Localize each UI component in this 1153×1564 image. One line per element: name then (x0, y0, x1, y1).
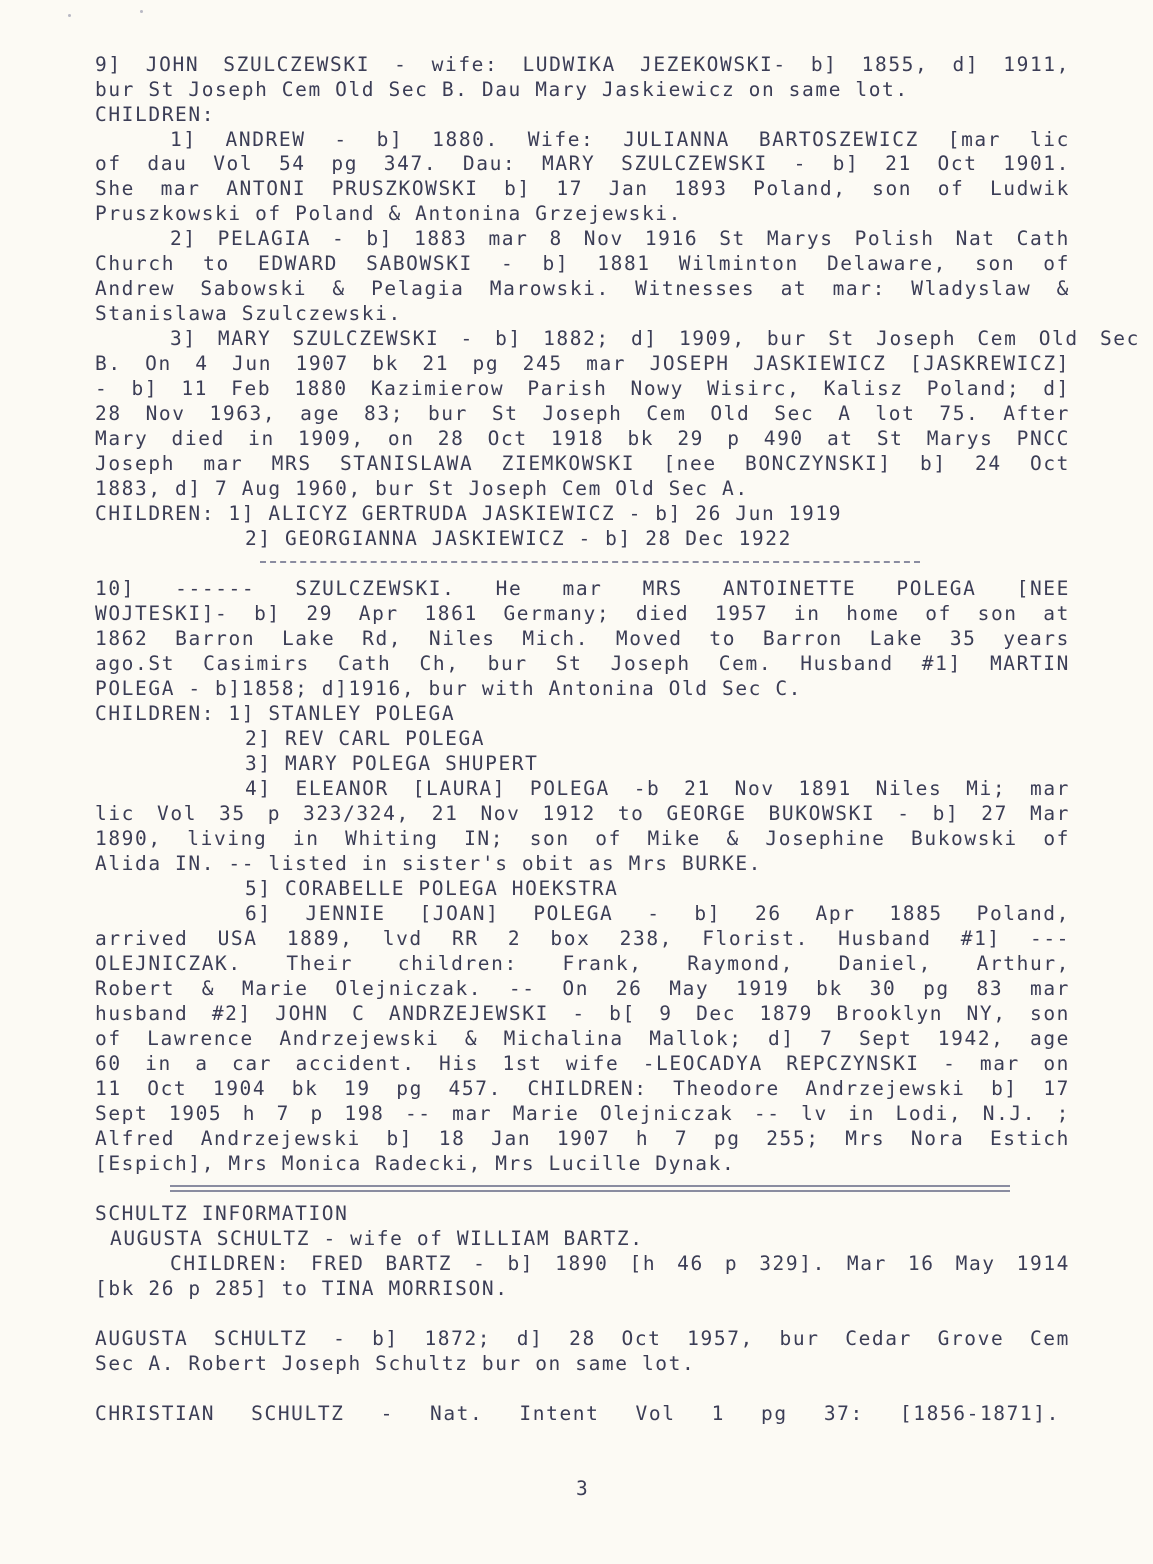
text-line: Alfred Andrzejewski b] 18 Jan 1907 h 7 pg 255; Mrs Nora Estich (95, 1127, 1070, 1150)
text-line: 1] ANDREW - b] 1880. Wife: JULIANNA BARTOSZEWICZ [mar lic (170, 128, 1070, 151)
text-line: of dau Vol 54 pg 347. Dau: MARY SZULCZEWSKI - b] 21 Oct 1901. (95, 152, 1070, 175)
text-line: CHILDREN: (95, 103, 216, 126)
section-heading: SCHULTZ INFORMATION (95, 1202, 349, 1225)
text-line: ago.St Casimirs Cath Ch, bur St Joseph Cem. Husband #1] MARTIN (95, 652, 1070, 675)
text-line: 28 Nov 1963, age 83; bur St Joseph Cem Old Sec A lot 75. After (95, 402, 1070, 425)
text-line: 1890, living in Whiting IN; son of Mike & Josephine Bukowski of (95, 827, 1070, 850)
text-line: Robert & Marie Olejniczak. -- On 26 May 1919 bk 30 pg 83 mar (95, 977, 1070, 1000)
text-line: - b] 11 Feb 1880 Kazimierow Parish Nowy Wisirc, Kalisz Poland; d] (95, 377, 1070, 400)
page-number: 3 (576, 1477, 590, 1500)
text-line: 4] ELEANOR [LAURA] POLEGA -b 21 Nov 1891 Niles Mi; mar (245, 777, 1070, 800)
text-line: Alida IN. -- listed in sister's obit as Mrs BURKE. (95, 852, 762, 875)
text-line: husband #2] JOHN C ANDRZEJEWSKI - b[ 9 Dec 1879 Brooklyn NY, son (95, 1002, 1070, 1025)
text-line: 3] MARY POLEGA SHUPERT (245, 752, 539, 775)
section-divider (170, 1185, 1010, 1187)
section-divider (170, 1190, 1010, 1192)
text-line: CHILDREN: 1] STANLEY POLEGA (95, 702, 456, 725)
text-line: 60 in a car accident. His 1st wife -LEOCADYA REPCZYNSKI - mar on (95, 1052, 1070, 1075)
text-line: Sec A. Robert Joseph Schultz bur on same lot. (95, 1352, 696, 1375)
text-line: Stanislawa Szulczewski. (95, 302, 402, 325)
text-line: She mar ANTONI PRUSZKOWSKI b] 17 Jan 1893 Poland, son of Ludwik (95, 177, 1070, 200)
text-line: Andrew Sabowski & Pelagia Marowski. Witnesses at mar: Wladyslaw & (95, 277, 1070, 300)
text-line: [Espich], Mrs Monica Radecki, Mrs Lucille Dynak. (95, 1152, 736, 1175)
text-line: arrived USA 1889, lvd RR 2 box 238, Florist. Husband #1] --- (95, 927, 1070, 950)
text-line: 9] JOHN SZULCZEWSKI - wife: LUDWIKA JEZEKOWSKI- b] 1855, d] 1911, (95, 53, 1070, 76)
text-line: [bk 26 p 285] to TINA MORRISON. (95, 1277, 509, 1300)
text-line: 6] JENNIE [JOAN] POLEGA - b] 26 Apr 1885 Poland, (245, 902, 1070, 925)
text-line: 1883, d] 7 Aug 1960, bur St Joseph Cem Old Sec A. (95, 477, 749, 500)
text-line: 3] MARY SZULCZEWSKI - b] 1882; d] 1909, bur St Joseph Cem Old Sec (170, 327, 1140, 350)
paper-speck (140, 10, 143, 13)
text-line: CHRISTIAN SCHULTZ - Nat. Intent Vol 1 pg 37: [1856-1871]. (95, 1402, 1060, 1425)
text-line: Mary died in 1909, on 28 Oct 1918 bk 29 p 490 at St Marys PNCC (95, 427, 1070, 450)
text-line: Sept 1905 h 7 p 198 -- mar Marie Olejniczak -- lv in Lodi, N.J. ; (95, 1102, 1070, 1125)
text-line: OLEJNICZAK. Their children: Frank, Raymond, Daniel, Arthur, (95, 952, 1070, 975)
section-divider (260, 561, 920, 563)
text-line: 2] GEORGIANNA JASKIEWICZ - b] 28 Dec 1922 (245, 527, 792, 550)
text-line: 2] PELAGIA - b] 1883 mar 8 Nov 1916 St Marys Polish Nat Cath (170, 227, 1070, 250)
text-line: 11 Oct 1904 bk 19 pg 457. CHILDREN: Theodore Andrzejewski b] 17 (95, 1077, 1070, 1100)
text-line: WOJTESKI]- b] 29 Apr 1861 Germany; died 1957 in home of son at (95, 602, 1070, 625)
text-line: lic Vol 35 p 323/324, 21 Nov 1912 to GEORGE BUKOWSKI - b] 27 Mar (95, 802, 1070, 825)
text-line: Joseph mar MRS STANISLAWA ZIEMKOWSKI [nee BONCZYNSKI] b] 24 Oct (95, 452, 1070, 475)
text-line: of Lawrence Andrzejewski & Michalina Mallok; d] 7 Sept 1942, age (95, 1027, 1070, 1050)
text-line: AUGUSTA SCHULTZ - b] 1872; d] 28 Oct 1957, bur Cedar Grove Cem (95, 1327, 1070, 1350)
text-line: B. On 4 Jun 1907 bk 21 pg 245 mar JOSEPH JASKIEWICZ [JASKREWICZ] (95, 352, 1070, 375)
text-line: bur St Joseph Cem Old Sec B. Dau Mary Jaskiewicz on same lot. (95, 78, 909, 101)
text-line: 10] ------ SZULCZEWSKI. He mar MRS ANTOINETTE POLEGA [NEE (95, 577, 1070, 600)
text-line: 1862 Barron Lake Rd, Niles Mich. Moved to Barron Lake 35 years (95, 627, 1070, 650)
text-line: POLEGA - b]1858; d]1916, bur with Antonina Old Sec C. (95, 677, 803, 700)
paper-speck (68, 14, 71, 17)
text-line: Pruszkowski of Poland & Antonina Grzejewski. (95, 202, 682, 225)
text-line: Church to EDWARD SABOWSKI - b] 1881 Wilminton Delaware, son of (95, 252, 1070, 275)
text-line: AUGUSTA SCHULTZ - wife of WILLIAM BARTZ. (110, 1227, 644, 1250)
text-line: CHILDREN: FRED BARTZ - b] 1890 [h 46 p 329]. Mar 16 May 1914 (170, 1252, 1070, 1275)
text-line: 2] REV CARL POLEGA (245, 727, 486, 750)
text-line: 5] CORABELLE POLEGA HOEKSTRA (245, 877, 619, 900)
text-line: CHILDREN: 1] ALICYZ GERTRUDA JASKIEWICZ - b] 26 Jun 1919 (95, 502, 843, 525)
